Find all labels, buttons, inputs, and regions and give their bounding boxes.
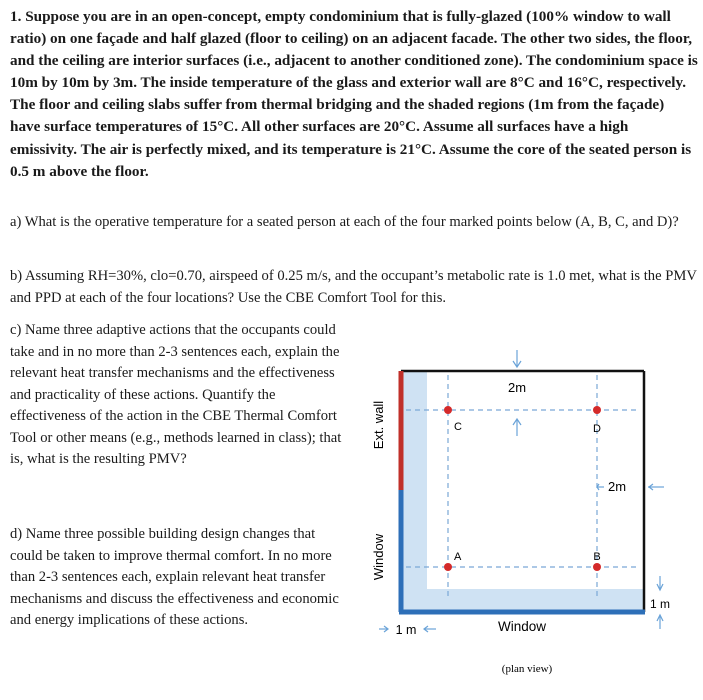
shaded-zone-bottom	[401, 589, 644, 612]
label-point-d: D	[593, 423, 601, 435]
label-1m-right: 1 m	[649, 597, 671, 611]
point-a-marker	[444, 563, 452, 571]
point-d-marker	[593, 406, 601, 414]
label-1m-left: 1 m	[395, 623, 417, 637]
label-point-b: B	[593, 551, 601, 563]
point-b-marker	[593, 563, 601, 571]
part-c-text: c) Name three adaptive actions that the occupants could take and in no more than 2-3 sentences each, explain the relevant heat transfer mechanisms and the effectiveness and practicality of these actions. Quantify the effectiveness of the action in the CBE Thermal Comfort Tool or other means (e.g., methods learned in class); that is, what is the resulting PMV?	[10, 322, 342, 467]
question-1-text: 1. Suppose you are in an open-concept, empty condominium that is fully-glazed (100% window to wall ratio) on one façade and half glazed (floor to ceiling) on an adjacent facade. The other two sides, the floor, and the ceiling are interior surfaces (i.e., adjacent to another conditioned zone). The condominium space is 10m by 10m by 3m. The inside temperature of the glass and exterior wall are 8°C and 16°C, respectively. The floor and ceiling slabs suffer from thermal bridging and the shaded regions (1m from the façade) have surface temperatures of 15°C. All other surfaces are 20°C. Assume all surfaces have a high emissivity. The air is perfectly mixed, and its temperature is 21°C. Assume the core of the seated person is 0.5 m above the floor.	[10, 8, 698, 180]
part-b-text: b) Assuming RH=30%, clo=0.70, airspeed of 0.25 m/s, and the occupant’s metabolic rate is 1.0 met, what is the PMV and PPD at each of the four locations? Use the CBE Comfort Tool for this.	[10, 268, 697, 306]
label-2m-top: 2m	[507, 380, 527, 395]
point-c-marker	[444, 406, 452, 414]
part-d-text: d) Name three possible building design changes that could be taken to improve thermal comfort. In no more than 2-3 sentences each, explain relevant heat transfer mechanisms and discuss the effectiveness and economic and energy implications of these actions.	[10, 526, 339, 628]
label-window-bottom: Window	[497, 619, 547, 634]
label-ext-wall: Ext. wall	[371, 400, 386, 450]
shaded-zone-left	[401, 372, 427, 612]
label-point-c: C	[454, 421, 462, 433]
label-2m-right: 2m	[607, 479, 627, 494]
figure-caption: (plan view)	[501, 663, 553, 675]
dimension-guides	[406, 375, 640, 600]
label-window-left: Window	[371, 533, 386, 581]
label-point-a: A	[454, 551, 462, 563]
marked-points	[444, 406, 601, 571]
part-a-text: a) What is the operative temperature for a seated person at each of the four marked points below (A, B, C, and D)?	[10, 214, 679, 230]
